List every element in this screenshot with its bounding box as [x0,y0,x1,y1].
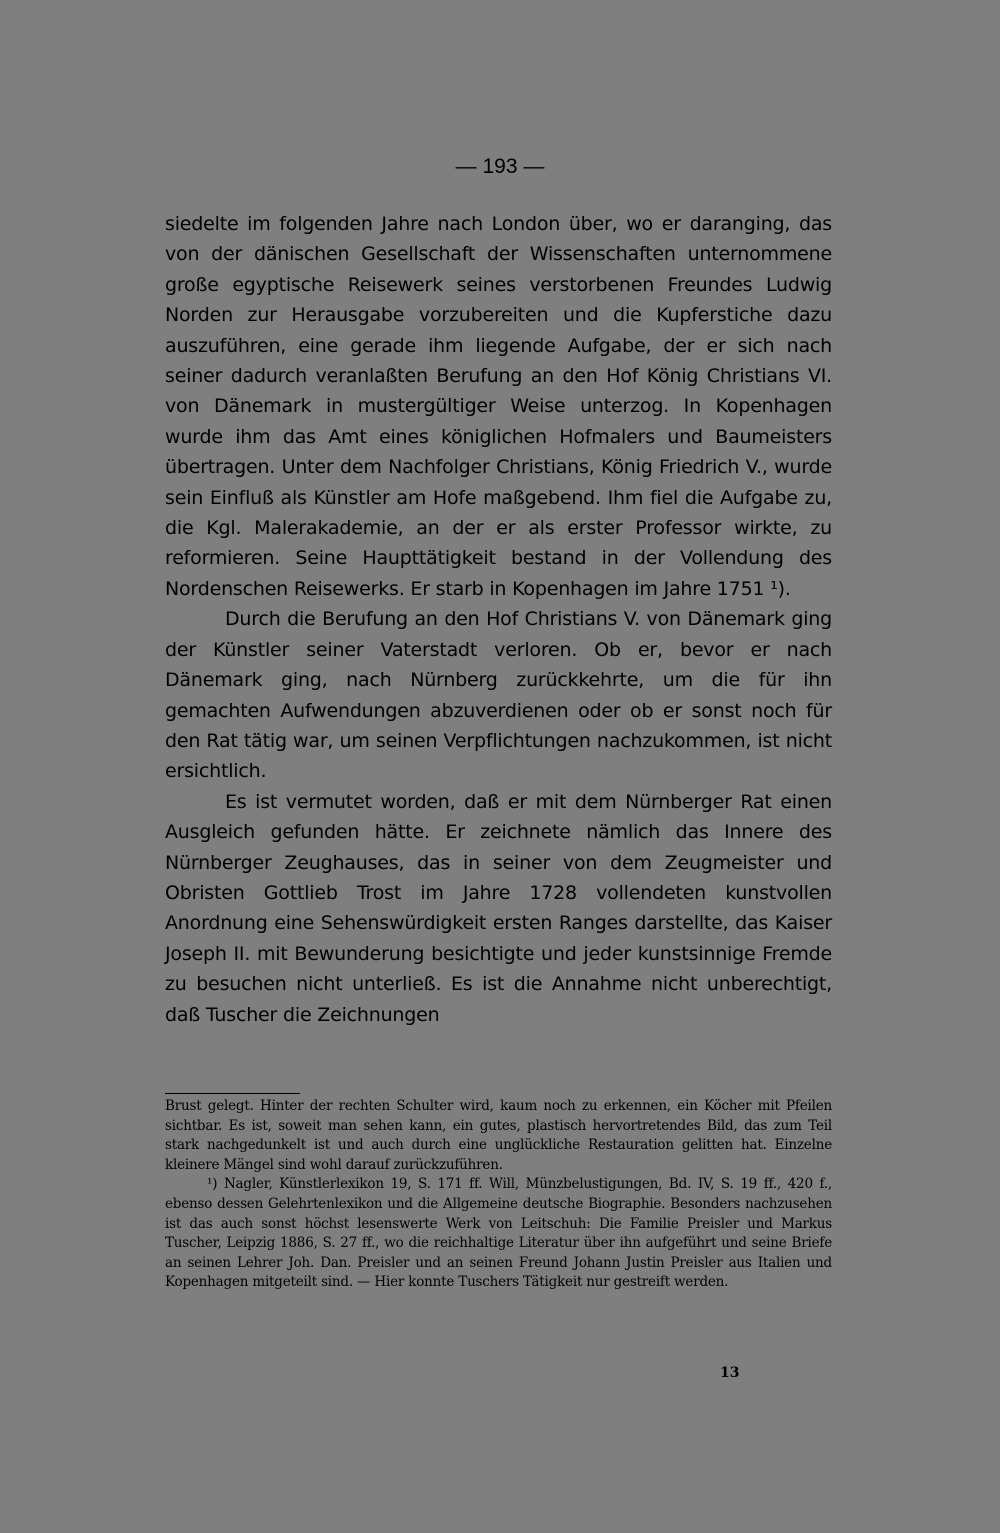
footnote-separator [165,1093,300,1094]
paragraph: Durch die Berufung an den Hof Christians V. von Dänemark ging der Künstler seiner Vaterstadt verloren. Ob er, bevor er nach Dänemark ging, nach Nürnberg zurückkehrte, um die für ihn gemachten Aufwendungen abzuverdienen oder ob er sonst noch für den Rat tätig war, um seinen Verpflichtungen nachzukommen, ist nicht ersichtlich. [165,608,832,783]
footnotes [165,1097,832,1293]
main-text [165,209,832,1030]
footnote-continuation: Brust gelegt. Hinter der rechten Schulter wird, kaum noch zu erkennen, ein Köcher mit Pfeilen sichtbar. Es ist, soweit man sehen kann, ein gutes, plastisch hervortretendes Bild, das zum Teil stark nachgedunkelt ist und auch durch eine unglückliche Restauration gelitten hat. Einzelne kleinere Mängel sind wohl darauf zurückzuführen. [165,1098,832,1173]
paragraph: Es ist vermutet worden, daß er mit dem Nürnberger Rat einen Ausgleich gefunden hätte. Er zeichnete nämlich das Innere des Nürnberger Zeughauses, das in seiner von dem Zeugmeister und Obristen Gottlieb Trost im Jahre 1728 vollendeten kunstvollen Anordnung eine Sehenswürdigkeit ersten Ranges darstellte, das Kaiser Joseph II. mit Bewunderung besichtigte und jeder kunstsinnige Fremde zu besuchen nicht unterließ. Es ist die Annahme nicht unberechtigt, daß Tuscher die Zeichnungen [165,790,832,1026]
footnote-1: ¹) Nagler, Künstlerlexikon 19, S. 171 ff. Will, Münzbelustigungen, Bd. IV, S. 19 ff., 420 f., ebenso dessen Gelehrtenlexikon und die Allgemeine deutsche Biographie. Besonders nachzusehen ist das auch sonst höchst lesenswerte Werk von Leitschuh: Die Familie Preisler und Markus Tuscher, Leipzig 1886, S. 27 ff., wo die reichhaltige Literatur über ihn aufgeführt und seine Briefe an seinen Lehrer Joh. Dan. Preisler und an seinen Freund Johann Justin Preisler aus Italien und Kopenhagen mitgeteilt sind. — Hier konnte Tuschers Tätigkeit nur gestreift werden. [165,1176,832,1291]
paragraph: siedelte im folgenden Jahre nach London über, wo er daranging, das von der dänischen Gesellschaft der Wissenschaften unternommene große egyptische Reisewerk seines verstorbenen Freundes Ludwig Norden zur Herausgabe vorzubereiten und die Kupferstiche dazu auszuführen, eine gerade ihm liegende Aufgabe, der er sich nach seiner dadurch veranlaßten Berufung an den Hof König Christians VI. von Dänemark in mustergültiger Weise unterzog. In Kopenhagen wurde ihm das Amt eines königlichen Hofmalers und Baumeisters übertragen. Unter dem Nachfolger Christians, König Friedrich V., wurde sein Einfluß als Künstler am Hofe maßgebend. Ihm fiel die Aufgabe zu, die Kgl. Malerakademie, an der er als erster Professor wirkte, zu reformieren. Seine Haupttätigkeit bestand in der Vollendung des Nordenschen Reisewerks. Er starb in Kopenhagen im Jahre 1751 ¹). [165,213,832,600]
page-number: — 193 — [455,155,545,178]
signature-mark: 13 [720,1365,740,1381]
